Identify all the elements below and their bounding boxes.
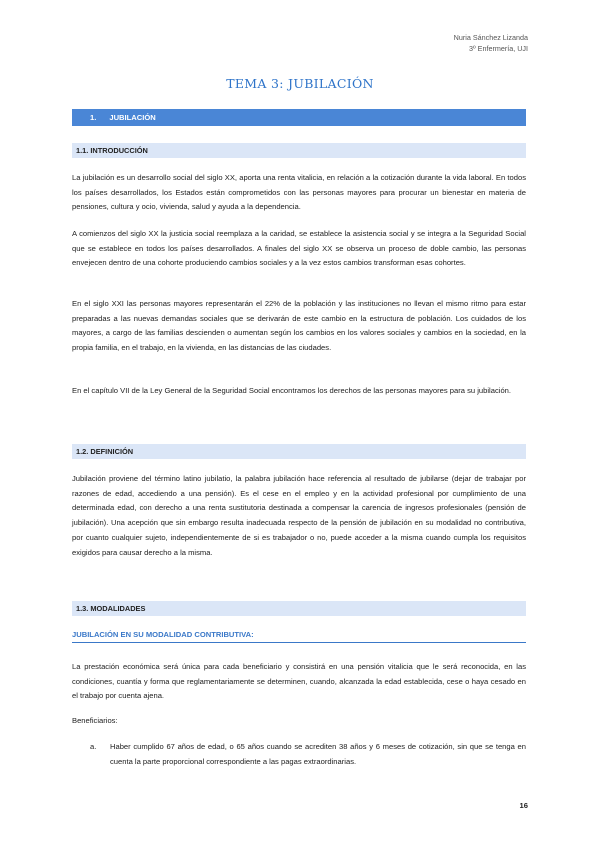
list-item-text: Haber cumplido 67 años de edad, o 65 años cuando se acrediten 38 años y 6 meses de cotización, sin que se tenga en cuenta la parte proporcional correspondiente a las pagas extraordinarias.	[110, 742, 526, 766]
list-marker: a.	[90, 742, 97, 751]
subsection-heading-modalidades: 1.3. MODALIDADES	[72, 601, 526, 616]
paragraph: En el capítulo VII de la Ley General de la Seguridad Social encontramos los derechos de las personas mayores para su jubilación.	[72, 386, 512, 395]
course-name: 3º Enfermería, UJI	[469, 44, 528, 53]
paragraph: Jubilación proviene del término latino jubilatio, la palabra jubilación hace referencia al resultado de jubilarse (dejar de trabajar por razones de edad, accediendo a una pensión). Es el cese en el empleo y en la actividad profesional por cumplimiento de una determinada edad, con derecho a una renta sustitutoria destinada a compensar la carencia de ingresos profesionales (pensión de jubilación). Una acepción que sin embargo resulta inadecuada respecto de la pensión de jubilación en su modalidad no contributiva, por cuanto cualquier sujeto, independientemente de si es trabajador o no, puede acceder a la misma cuando cumpla los requisitos exigidos para causar derecho a la misma.	[72, 474, 526, 557]
page-number: 16	[519, 801, 528, 810]
section-heading	[72, 109, 526, 126]
subsection-heading-introduccion: 1.1. INTRODUCCIÓN	[72, 143, 526, 158]
paragraph: En el siglo XXI las personas mayores representarán el 22% de la población y las instituciones no llevan el mismo ritmo para estar preparadas a las nuevas demandas sociales que se derivarán de este cambio en la estructura de población. Los cuidados de los mayores, a cargo de las familias descienden o aumentan según los cambios en los valores sociales y cambios en la sociedad, en la propia familia, en el trabajo, en la vivienda, en las distancias de las ciudades.	[72, 299, 526, 353]
page-header	[454, 32, 528, 54]
paragraph: La prestación económica será única para cada beneficiario y consistirá en una pensión vitalicia que le será reconocida, en las condiciones, cuantía y forma que reglamentariamente se determinen, cuando, alcanzada la edad establecida, cese o haya cesado en el trabajo por cuenta ajena.	[72, 662, 526, 701]
section-number: 1.	[90, 113, 97, 122]
paragraph: A comienzos del siglo XX la justicia social reemplaza a la caridad, se establece la asistencia social y se integra a la Seguridad Social que se establece en todos los países desarrollados. A finales del siglo XX se observa un proceso de doble cambio, las personas envejecen dentro de una cohorte produciendo cambios sociales y a la vez estos cambios transforman esas cohortes.	[72, 229, 526, 268]
modality-subheading: JUBILACIÓN EN SU MODALIDAD CONTRIBUTIVA:	[72, 630, 526, 643]
paragraph: La jubilación es un desarrollo social del siglo XX, aporta una renta vitalicia, en relación a la cotización durante la vida laboral. En todos los países desarrollados, los Estados están comprometidos con las personas mayores para procurar un bienestar en materia de pensiones, cultura y ocio, vivienda, salud y ayuda a la dependencia.	[72, 173, 526, 212]
author-name: Nuria Sánchez Lizanda	[453, 33, 528, 42]
subsection-heading-definicion: 1.2. DEFINICIÓN	[72, 444, 526, 459]
section-label: JUBILACIÓN	[109, 113, 156, 122]
beneficiaries-label: Beneficiarios:	[72, 716, 118, 725]
document-title: TEMA 3: JUBILACIÓN	[226, 76, 374, 91]
